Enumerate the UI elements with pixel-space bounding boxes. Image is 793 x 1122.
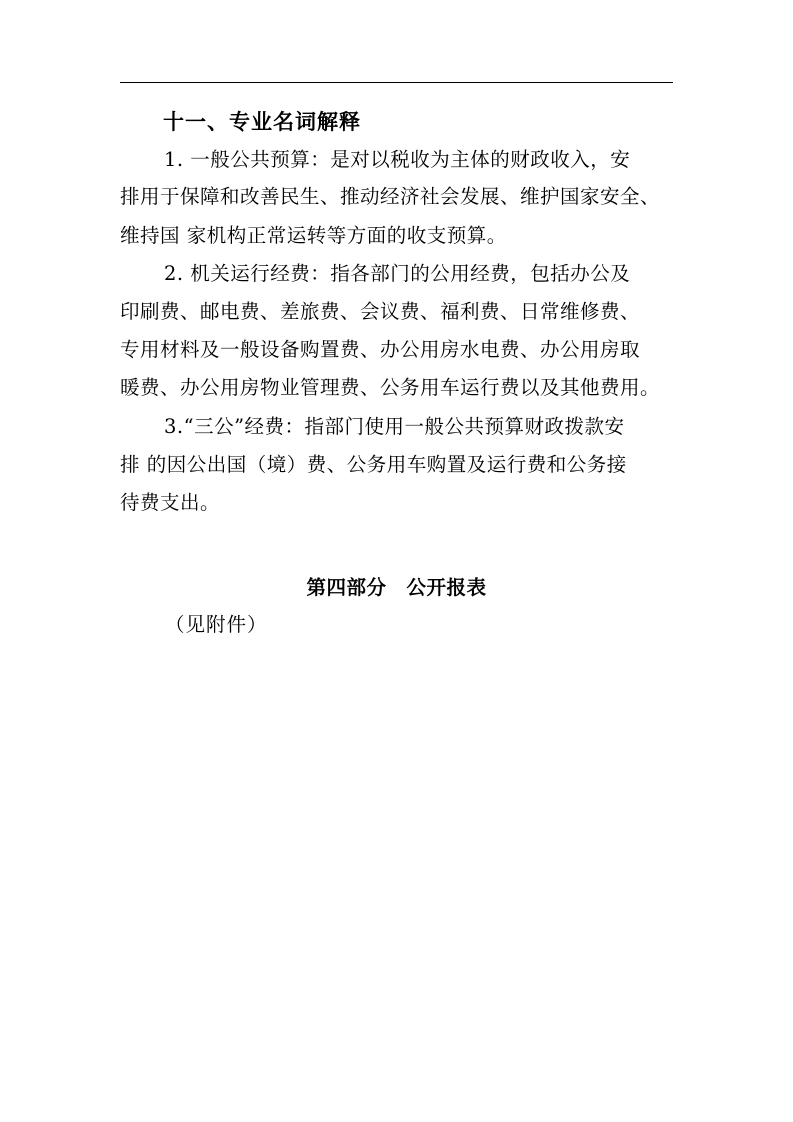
attachment-note: （见附件） [165, 613, 268, 636]
definition-3-line-1: 3.“三公”经费：指部门使用一般公共预算财政拨款安 [164, 415, 625, 438]
definition-3-line-3: 待费支出。 [120, 491, 221, 514]
section-heading: 十一、专业名词解释 [163, 110, 361, 134]
definition-2-line-1: 2. 机关运行经费：指各部门的公用经费，包括办公及 [164, 262, 631, 285]
definition-1-line-3: 维持国 家机构正常运转等方面的收支预算。 [120, 224, 507, 247]
definition-2-line-2: 印刷费、邮电费、差旅费、会议费、福利费、日常维修费、 [120, 300, 641, 323]
definition-3-line-2: 排 的因公出国（境）费、公务用车购置及运行费和公务接 [120, 453, 627, 476]
definition-1-line-1: 1. 一般公共预算：是对以税收为主体的财政收入，安 [164, 148, 631, 171]
definition-2-line-4: 暖费、办公用房物业管理费、公务用车运行费以及其他费用。 [120, 376, 661, 399]
definition-1-line-2: 排用于保障和改善民生、推动经济社会发展、维护国家安全、 [120, 185, 661, 208]
definition-2-line-3: 专用材料及一般设备购置费、办公用房水电费、办公用房取 [120, 338, 641, 361]
header-rule [120, 82, 673, 83]
part-title: 第四部分 公开报表 [306, 576, 487, 599]
